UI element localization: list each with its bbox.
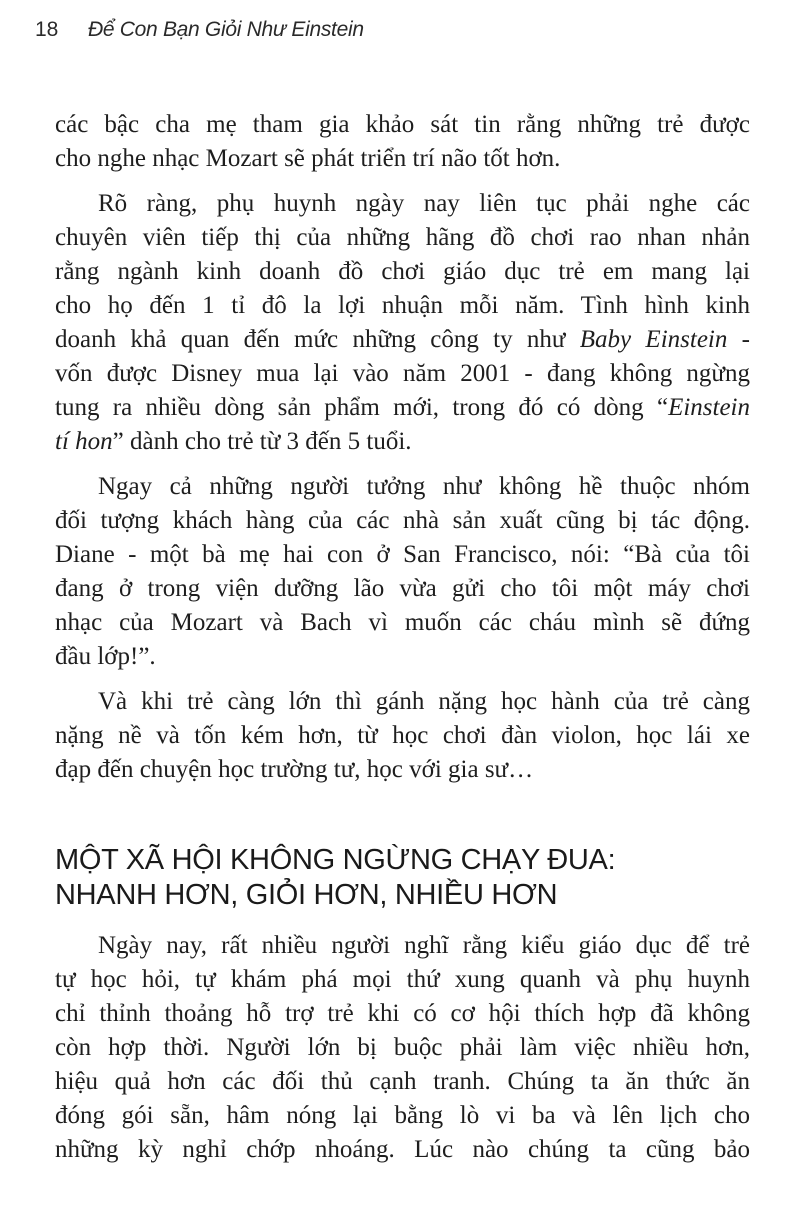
text-line (55, 187, 750, 221)
heading-line-2: NHANH HƠN, GIỎI HƠN, NHIỀU HƠN (55, 879, 558, 911)
text-line (55, 685, 750, 719)
text-run: Ngày nay, rất nhiều người nghĩ rằng kiểu giáo dục để trẻ (98, 932, 750, 959)
text-line (55, 997, 750, 1031)
text-line (55, 142, 750, 176)
italic-text: tí hon (55, 428, 113, 455)
text-run: các bậc cha mẹ tham gia khảo sát tin rằng những trẻ được (55, 111, 750, 138)
text-run: - (727, 326, 750, 353)
text-line (55, 572, 750, 606)
text-run: Rõ ràng, phụ huynh ngày nay liên tục phải nghe các (98, 190, 750, 217)
paragraph (55, 187, 750, 459)
text-line (55, 289, 750, 323)
italic-text: Baby Einstein (579, 326, 728, 353)
text-line (55, 391, 750, 425)
text-line (55, 255, 750, 289)
text-run: đối tượng khách hàng của các nhà sản xuất cũng bị tác động. (55, 507, 750, 534)
text-run: đầu lớp!”. (55, 643, 156, 670)
book-title: Để Con Bạn Giỏi Như Einstein (88, 18, 364, 41)
text-line (55, 929, 750, 963)
heading-line-1: MỘT XÃ HỘI KHÔNG NGỪNG CHẠY ĐUA: (55, 844, 616, 876)
paragraph (55, 108, 750, 176)
text-line (55, 963, 750, 997)
text-run: chuyên viên tiếp thị của những hãng đồ chơi rao nhan nhản (55, 224, 750, 251)
text-run: Ngay cả những người tưởng như không hề thuộc nhóm (98, 473, 750, 500)
text-run: tự học hỏi, tự khám phá mọi thứ xung quanh và phụ huynh (55, 966, 750, 993)
page-number: 18 (35, 18, 59, 41)
text-line (55, 357, 750, 391)
text-run: Và khi trẻ càng lớn thì gánh nặng học hành của trẻ càng (98, 688, 750, 715)
italic-text: Einstein (668, 394, 750, 421)
body-text-section-2 (55, 929, 750, 1178)
paragraph (55, 685, 750, 787)
paragraph (55, 470, 750, 674)
text-run: còn hợp thời. Người lớn bị buộc phải làm việc nhiều hơn, (55, 1034, 750, 1061)
text-run: đang ở trong viện dưỡng lão vừa gửi cho tôi một máy chơi (55, 575, 750, 602)
text-run: Diane - một bà mẹ hai con ở San Francisco, nói: “Bà của tôi (55, 541, 750, 568)
text-line (55, 323, 750, 357)
text-line (55, 221, 750, 255)
text-line (55, 1099, 750, 1133)
text-line (55, 719, 750, 753)
text-line (55, 425, 750, 459)
text-run: nặng nề và tốn kém hơn, từ học chơi đàn violon, học lái xe (55, 722, 750, 749)
text-run: rằng ngành kinh doanh đồ chơi giáo dục trẻ em mang lại (55, 258, 750, 285)
text-run: vốn được Disney mua lại vào năm 2001 - đang không ngừng (55, 360, 750, 387)
text-run: đóng gói sẵn, hâm nóng lại bằng lò vi ba và lên lịch cho (55, 1102, 750, 1129)
text-run: chỉ thỉnh thoảng hỗ trợ trẻ khi có cơ hội thích hợp đã không (55, 1000, 750, 1027)
text-line (55, 108, 750, 142)
text-line (55, 504, 750, 538)
text-run: những kỳ nghỉ chớp nhoáng. Lúc nào chúng ta cũng bảo (55, 1136, 750, 1163)
text-line (55, 470, 750, 504)
text-run: tung ra nhiều dòng sản phẩm mới, trong đó có dòng “ (55, 394, 669, 421)
text-run: hiệu quả hơn các đối thủ cạnh tranh. Chúng ta ăn thức ăn (55, 1068, 750, 1095)
text-line (55, 1133, 750, 1167)
paragraph (55, 929, 750, 1167)
text-run: ” dành cho trẻ từ 3 đến 5 tuổi. (112, 428, 412, 455)
body-text-section-1 (55, 108, 750, 798)
text-line (55, 538, 750, 572)
text-line (55, 1065, 750, 1099)
running-header (35, 18, 364, 42)
text-line (55, 640, 750, 674)
text-run: đạp đến chuyện học trường tư, học với gia sư… (55, 756, 534, 783)
text-run: doanh khả quan đến mức những công ty như (55, 326, 580, 353)
text-run: cho nghe nhạc Mozart sẽ phát triển trí não tốt hơn. (55, 145, 561, 172)
text-run: cho họ đến 1 tỉ đô la lợi nhuận mỗi năm. Tình hình kinh (55, 292, 750, 319)
text-run: nhạc của Mozart và Bach vì muốn các cháu mình sẽ đứng (55, 609, 750, 636)
text-line (55, 753, 750, 787)
text-line (55, 1031, 750, 1065)
section-heading (55, 843, 615, 913)
text-line (55, 606, 750, 640)
